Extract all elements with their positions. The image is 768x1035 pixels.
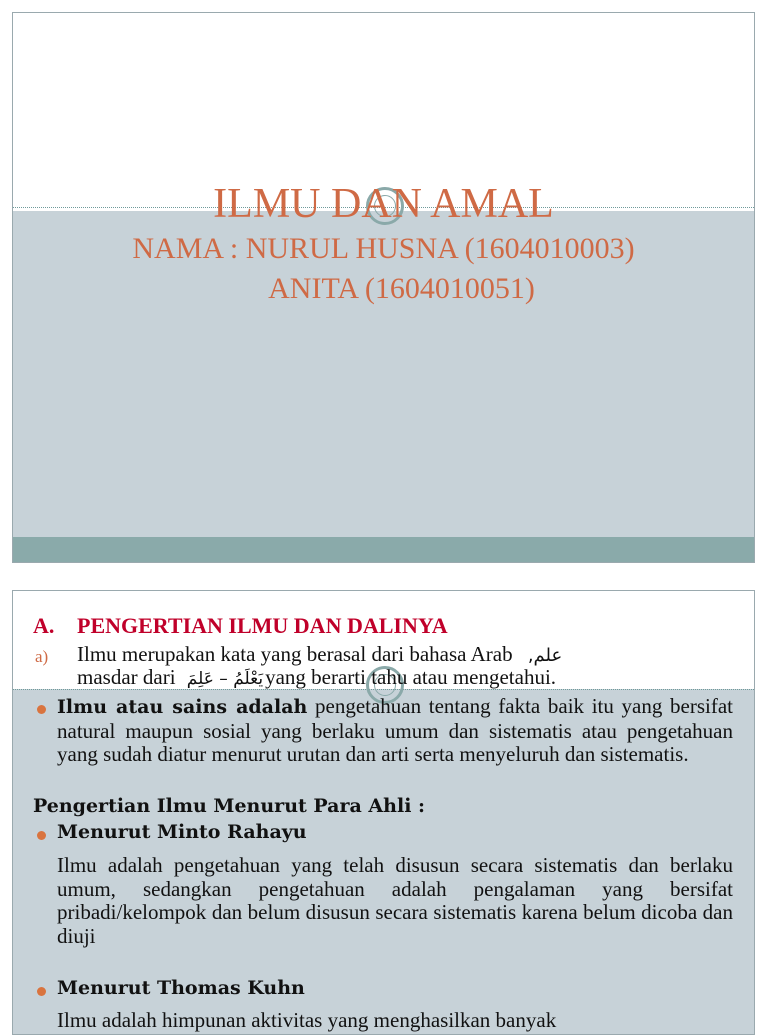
experts-heading: Pengertian Ilmu Menurut Para Ahli : [33,795,426,817]
bullet-icon [37,831,46,840]
item-a-line-2 [77,666,556,691]
author-line-2: ANITA (1604010051) [268,272,535,305]
author-line-1: NAMA : NURUL HUSNA (1604010003) [132,232,635,265]
definition-text: pengetahuan tentang fakta baik itu yang bersifat natural maupun sosial yang berlaku umum dan sistematis atau pengetahuan yang sudah diatur menurut urutan dan arti serta menyeluruh dan sistematis. [57,694,733,766]
definition-bold: Ilmu atau sains adalah [57,696,308,718]
title-slide [12,12,755,563]
item-a-marker: a) [35,647,49,666]
slide-footer-band [13,537,754,563]
expert-2-name: Menurut Thomas Kuhn [57,977,305,999]
item-a-text-2: masdar dari [77,665,176,689]
section-letter: A. [33,613,55,638]
arabic-word-ilm: علم, [527,645,563,666]
bullet-icon [37,987,46,996]
content-slide [12,590,755,1035]
item-a-text-3: yang berarti tahu atau mengetahui. [265,665,557,689]
expert-2-text: Ilmu adalah himpunan aktivitas yang menghasilkan banyak [57,1008,557,1032]
expert-1-name: Menurut Minto Rahayu [57,821,307,843]
arabic-verb: يَعْلَمُ – عَلِمَ [186,669,264,689]
expert-1-text: Ilmu adalah pengetahuan yang telah disusun secara sistematis dan berlaku umum, sedangkan pengetahuan adalah pengalaman yang bersifat pribadi/kelompok dan belum disusun secara sistematis karena belum dicoba dan diuji [57,853,733,948]
item-a-line-1 [77,643,562,667]
item-a-text-1: Ilmu merupakan kata yang berasal dari bahasa Arab [77,642,513,666]
bullet-icon [37,705,46,714]
slide-title: ILMU DAN AMAL [213,181,554,227]
definition-paragraph [57,695,733,767]
section-title: PENGERTIAN ILMU DAN DALINYA [77,613,448,638]
